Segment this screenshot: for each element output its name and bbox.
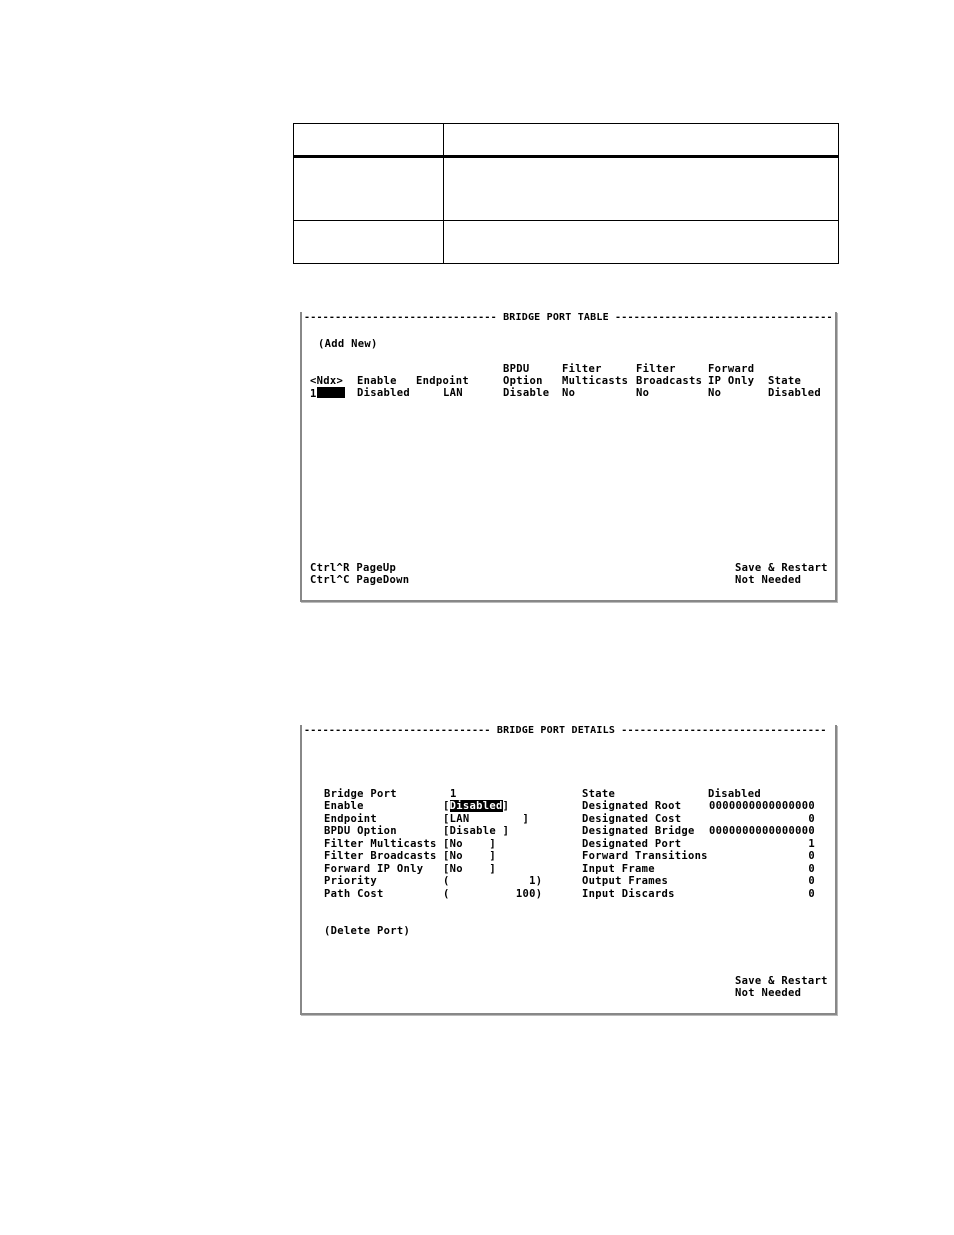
col-header-ip-only: IP Only [708, 375, 755, 387]
label-input-discards: Input Discards [582, 888, 675, 900]
row-enable: Disabled [357, 387, 410, 399]
row-filter-m: No [562, 387, 576, 399]
add-new-link[interactable]: (Add New) [318, 338, 378, 350]
value-designated-cost: 0 [808, 813, 815, 825]
col-header-ndx: <Ndx> [310, 375, 344, 387]
col-header-option: Option [503, 375, 543, 387]
row-endpoint: LAN [443, 387, 463, 399]
label-filter-broadcasts: Filter Broadcasts [324, 850, 437, 862]
value-input-discards: 0 [808, 888, 815, 900]
spec-table-header [294, 124, 838, 158]
col-header-endpoint: Endpoint [416, 375, 469, 387]
row-filter-b: No [636, 387, 650, 399]
spec-table-row [294, 221, 838, 263]
bpdu-option-field[interactable]: [Disable ] [443, 825, 510, 837]
bridge-port-table-screen [300, 312, 837, 602]
save-restart-label[interactable]: Save & Restart [735, 562, 828, 574]
label-path-cost: Path Cost [324, 888, 384, 900]
label-designated-bridge: Designated Bridge [582, 825, 695, 837]
value-forward-transitions: 0 [808, 850, 815, 862]
spec-table-divider [443, 124, 444, 263]
value-output-frames: 0 [808, 875, 815, 887]
label-forward-ip-only: Forward IP Only [324, 863, 424, 875]
label-output-frames: Output Frames [582, 875, 669, 887]
label-enable: Enable [324, 800, 364, 812]
col-header-filter-b: Filter [636, 363, 676, 375]
col-header-state: State [768, 375, 802, 387]
screen-title: BRIDGE PORT DETAILS [496, 725, 616, 736]
save-restart-label[interactable]: Save & Restart [735, 975, 828, 987]
row-bpdu: Disable [503, 387, 550, 399]
value-designated-bridge: 0000000000000000 [709, 825, 815, 837]
value-designated-root: 0000000000000000 [709, 800, 815, 812]
spec-table-row [294, 158, 838, 221]
label-bridge-port: Bridge Port [324, 788, 397, 800]
label-state: State [582, 788, 616, 800]
col-header-filter-m: Filter [562, 363, 602, 375]
label-priority: Priority [324, 875, 377, 887]
cursor [317, 387, 345, 398]
delete-port-link[interactable]: (Delete Port) [324, 925, 411, 937]
label-filter-multicasts: Filter Multicasts [324, 838, 437, 850]
path-cost-field[interactable]: ( 100) [443, 888, 543, 900]
col-header-multicasts: Multicasts [562, 375, 629, 387]
endpoint-field[interactable]: [LAN ] [443, 813, 530, 825]
screen-title: BRIDGE PORT TABLE [503, 312, 609, 323]
filter-broadcasts-field[interactable]: [No ] [443, 850, 496, 862]
row-ndx[interactable]: 1 [310, 387, 345, 400]
label-designated-root: Designated Root [582, 800, 682, 812]
enable-field[interactable]: [Disabled] [443, 800, 510, 812]
label-forward-transitions: Forward Transitions [582, 850, 708, 862]
bridge-port-details-screen [300, 725, 837, 1015]
label-designated-port: Designated Port [582, 838, 682, 850]
label-bpdu-option: BPDU Option [324, 825, 397, 837]
spec-table [293, 123, 839, 264]
save-status: Not Needed [735, 574, 802, 586]
label-endpoint: Endpoint [324, 813, 377, 825]
value-input-frame: 0 [808, 863, 815, 875]
forward-ip-only-field[interactable]: [No ] [443, 863, 496, 875]
col-header-bpdu: BPDU [503, 363, 530, 375]
save-status: Not Needed [735, 987, 802, 999]
screen-title-bar: ------------------------------- BRIDGE PORT TABLE ----------------------------------- [304, 312, 833, 323]
enable-selected-value[interactable]: Disabled [449, 800, 503, 812]
screen-title-bar: ------------------------------ BRIDGE PORT DETAILS --------------------------------- [304, 725, 827, 736]
priority-field[interactable]: ( 1) [443, 875, 543, 887]
col-header-forward: Forward [708, 363, 755, 375]
col-header-broadcasts: Broadcasts [636, 375, 703, 387]
col-header-enable: Enable [357, 375, 397, 387]
pagedown-hint: Ctrl^C PageDown [310, 574, 410, 586]
label-designated-cost: Designated Cost [582, 813, 682, 825]
value-state: Disabled [708, 788, 761, 800]
label-input-frame: Input Frame [582, 863, 655, 875]
pageup-hint: Ctrl^R PageUp [310, 562, 397, 574]
filter-multicasts-field[interactable]: [No ] [443, 838, 496, 850]
value-bridge-port: 1 [450, 788, 457, 800]
row-state: Disabled [768, 387, 821, 399]
row-forward: No [708, 387, 722, 399]
value-designated-port: 1 [808, 838, 815, 850]
